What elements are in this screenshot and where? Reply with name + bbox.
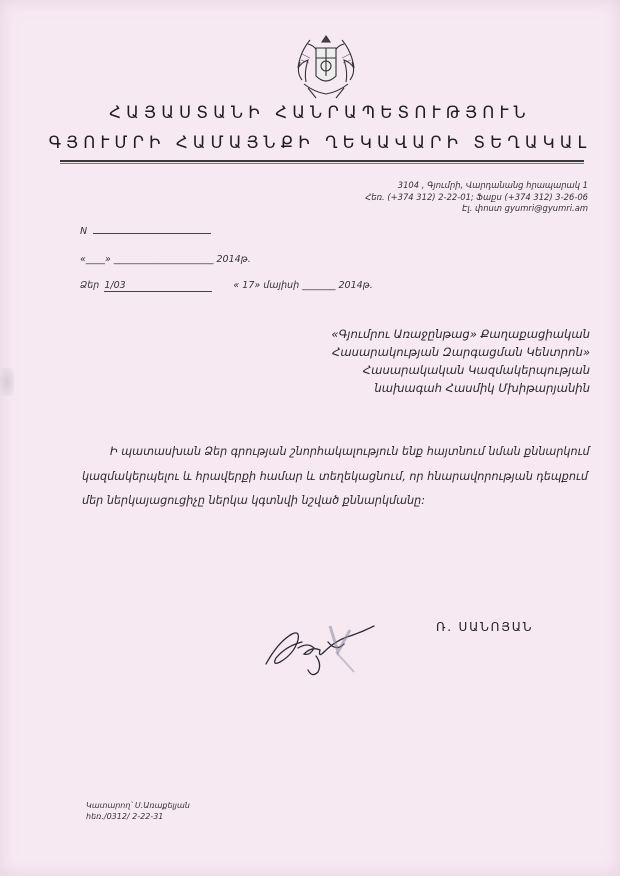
header-rule [60,160,584,162]
address-street: 3104 , Գյումրի, Վարդանանց հրապարակ 1 [397,180,588,190]
address-email: Էլ. փոստ gyumri@gyumri.am [462,203,588,213]
addressee-line: Հասարակության Զարգացման Կենտրոն» [332,345,590,359]
reference-number-prefix: N [80,226,88,237]
addressee-block [331,325,590,397]
reference-yours-number: 1/03 [104,280,212,292]
signatory-name: Ռ. ՍԱՆՈՅԱՆ [436,620,534,634]
reference-yours-date: « 17» մայիսի _______ 2014թ. [233,280,373,291]
title-republic: ՀԱՅԱՍՏԱՆԻ ՀԱՆՐԱՊԵՏՈՒԹՅՈՒՆ [109,103,531,122]
reference-number [80,226,211,237]
addressee-line: «Գյումրու Առաջընթաց» Քաղաքացիական [331,327,590,341]
reference-yours [80,280,373,292]
paper-stain [0,368,14,396]
body-line: մեր ներկայացուցիչը ներկա կգտնվի նշված քննարկմանը: [82,494,425,507]
addressee-line: նախագահ Հասմիկ Մխիթարյանին [374,381,590,395]
letter-body [82,440,590,514]
footer-block [86,800,190,822]
header-rule-thin [60,163,584,164]
reference-date: «____» _____________________ 2014թ. [80,254,251,265]
footer-executor: Կատարող՝ Ս.Առաքելյան [86,801,190,810]
address-phone: Հեռ. (+374 312) 2-22-01; Ֆաքս (+374 312) 3-26-06 [365,191,588,202]
coat-of-arms-icon [290,32,362,102]
footer-phone: հեռ./0312/ 2-22-31 [86,812,164,821]
body-line: կազմակերպելու և հրավերքի համար և տեղեկացնում, որ հնարավորության դեպքում [82,469,588,483]
title-deputy-head: ԳՅՈՒՄՐԻ ՀԱՄԱՅՆՔԻ ՂԵԿԱՎԱՐԻ ՏԵՂԱԿԱԼ [48,133,592,152]
reference-yours-prefix: Ձեր [80,280,100,291]
address-block [365,180,588,215]
signature-image [258,612,388,682]
addressee-line: Հասարակական Կազմակերպության [362,363,590,377]
body-line: Ի պատասխան Ձեր գրության շնորհակալություն ենք հայտնում նման քննարկում [110,445,590,458]
